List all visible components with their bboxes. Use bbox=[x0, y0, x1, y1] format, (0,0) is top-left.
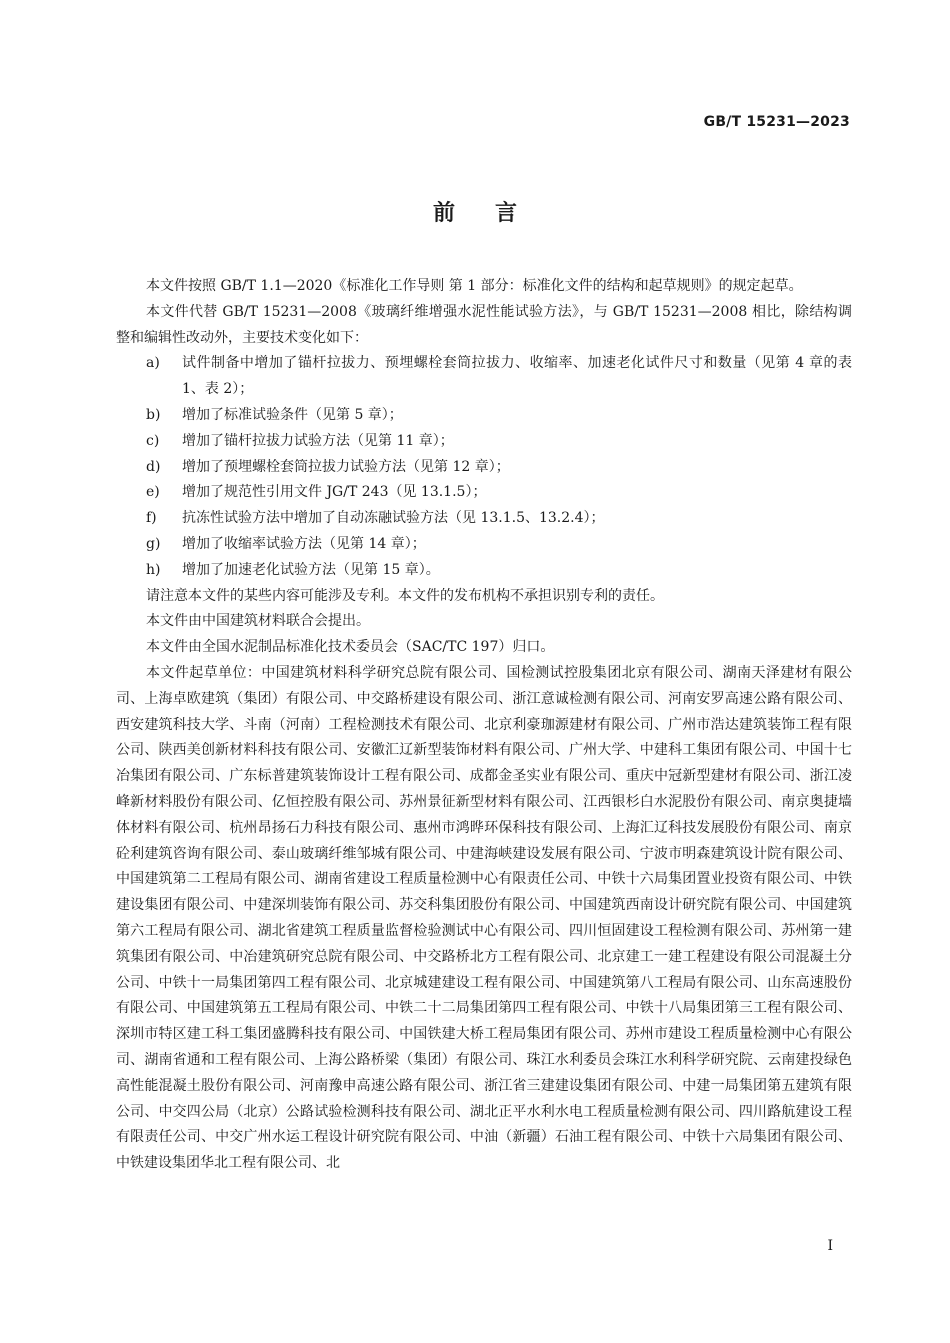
patent-notice: 请注意本文件的某些内容可能涉及专利。本文件的发布机构不承担识别专利的责任。 bbox=[146, 587, 664, 604]
list-item-label: a) bbox=[146, 355, 160, 372]
page-title: 前言 bbox=[432, 201, 557, 226]
list-item-label: e) bbox=[146, 484, 160, 501]
list-item-label: g) bbox=[146, 535, 161, 552]
foreword-body bbox=[116, 274, 852, 1177]
list-item-text: 试件制备中增加了锚杆拉拔力、预埋螺栓套筒拉拔力、收缩率、加速老化试件尺寸和数量（见第 4 章的表 1、表 2）； bbox=[182, 355, 852, 398]
list-item bbox=[116, 506, 852, 532]
list-item-text: 增加了锚杆拉拔力试验方法（见第 11 章）； bbox=[182, 432, 454, 449]
proposer-statement: 本文件由中国建筑材料联合会提出。 bbox=[146, 613, 370, 630]
list-item-label: d) bbox=[146, 458, 161, 475]
standard-code: GB/T 15231—2023 bbox=[703, 114, 850, 130]
drafting-organizations: 本文件起草单位：中国建筑材料科学研究总院有限公司、国检测试控股集团北京有限公司、湖南天泽建材有限公司、上海卓欧建筑（集团）有限公司、中交路桥建设有限公司、浙江意诚检测有限公司、河南安罗高速公路有限公司、西安建筑科技大学、斗南（河南）工程检测技术有限公司、北京利豪珈源建材有限公司、广州市浩达建筑装饰工程有限公司、陕西美创新材料科技有限公司、安徽汇辽新型装饰材料有限公司、广州大学、中建科工集团有限公司、中国十七冶集团有限公司、广东标普建筑装饰设计工程有限公司、成都金圣实业有限公司、重庆中冠新型建材有限公司、浙江凌峰新材料股份有限公司、亿恒控股有限公司、苏州景征新型材料有限公司、江西银杉白水泥股份有限公司、南京奥捷墙体材料有限公司、杭州昂扬石力科技有限公司、惠州市鸿晔环保科技有限公司、上海汇辽科技发展股份有限公司、南京砼利建筑咨询有限公司、泰山玻璃纤维邹城有限公司、中建海峡建设发展有限公司、宁波市明森建筑设计院有限公司、中国建筑第二工程局有限公司、湖南省建设工程质量检测中心有限责任公司、中铁十六局集团置业投资有限公司、中铁建设集团有限公司、中建深圳装饰有限公司、苏交科集团股份有限公司、中国建筑西南设计研究院有限公司、中国建筑第六工程局有限公司、湖北省建筑工程质量监督检验测试中心有限公司、四川恒固建设工程检测有限公司、苏州第一建筑集团有限公司、中冶建筑研究总院有限公司、中交路桥北方工程有限公司、北京建工一建工程建设有限公司混凝土分公司、中铁十一局集团第四工程有限公司、北京城建建设工程有限公司、中国建筑第八工程局有限公司、山东高速股份有限公司、中国建筑第五工程局有限公司、中铁二十二局集团第四工程有限公司、中铁十八局集团第三工程有限公司、深圳市特区建工科工集团盛腾科技有限公司、中国铁建大桥工程局集团有限公司、苏州市建设工程质量检测中心有限公司、湖南省通和工程有限公司、上海公路桥梁（集团）有限公司、珠江水利委员会珠江水利科学研究院、云南建投绿色高性能混凝土股份有限公司、河南豫申高速公路有限公司、浙江省三建建设集团有限公司、中建一局集团第五建筑有限公司、中交四公局（北京）公路试验检测科技有限公司、湖北正平水利水电工程质量检测有限公司、四川路航建设工程有限责任公司、中交广州水运工程设计研究院有限公司、中油（新疆）石油工程有限公司、中铁十六局集团有限公司、中铁建设集团华北工程有限公司、北 bbox=[116, 664, 852, 1172]
list-item-label: f) bbox=[146, 510, 157, 527]
list-item-text: 抗冻性试验方法中增加了自动冻融试验方法（见 13.1.5、13.2.4）； bbox=[182, 510, 605, 527]
list-item-text: 增加了加速老化试验方法（见第 15 章）。 bbox=[182, 561, 440, 578]
list-item-text: 增加了标准试验条件（见第 5 章）； bbox=[182, 406, 403, 423]
list-item-label: b) bbox=[146, 406, 161, 423]
list-item bbox=[116, 558, 852, 584]
committee-statement: 本文件由全国水泥制品标准化技术委员会（SAC/TC 197）归口。 bbox=[146, 639, 555, 656]
list-item-text: 增加了收缩率试验方法（见第 14 章）； bbox=[182, 535, 426, 552]
list-item bbox=[116, 455, 852, 481]
list-item-text: 增加了预埋螺栓套筒拉拔力试验方法（见第 12 章）； bbox=[182, 458, 510, 475]
list-item bbox=[116, 480, 852, 506]
replacement-paragraph: 本文件代替 GB/T 15231—2008《玻璃纤维增强水泥性能试验方法》，与 GB/T 15231—2008 相比，除结构调整和编辑性改动外，主要技术变化如下： bbox=[116, 303, 852, 346]
list-item bbox=[116, 429, 852, 455]
drafting-rules-paragraph: 本文件按照 GB/T 1.1—2020《标准化工作导则 第 1 部分：标准化文件的结构和起草规则》的规定起草。 bbox=[146, 278, 803, 294]
list-item-text: 增加了规范性引用文件 JG/T 243（见 13.1.5）； bbox=[182, 484, 487, 501]
list-item bbox=[116, 403, 852, 429]
list-item-label: c) bbox=[146, 432, 160, 449]
list-item bbox=[116, 532, 852, 558]
list-item bbox=[116, 351, 852, 403]
list-item-label: h) bbox=[146, 561, 161, 578]
page-number: I bbox=[827, 1238, 833, 1254]
